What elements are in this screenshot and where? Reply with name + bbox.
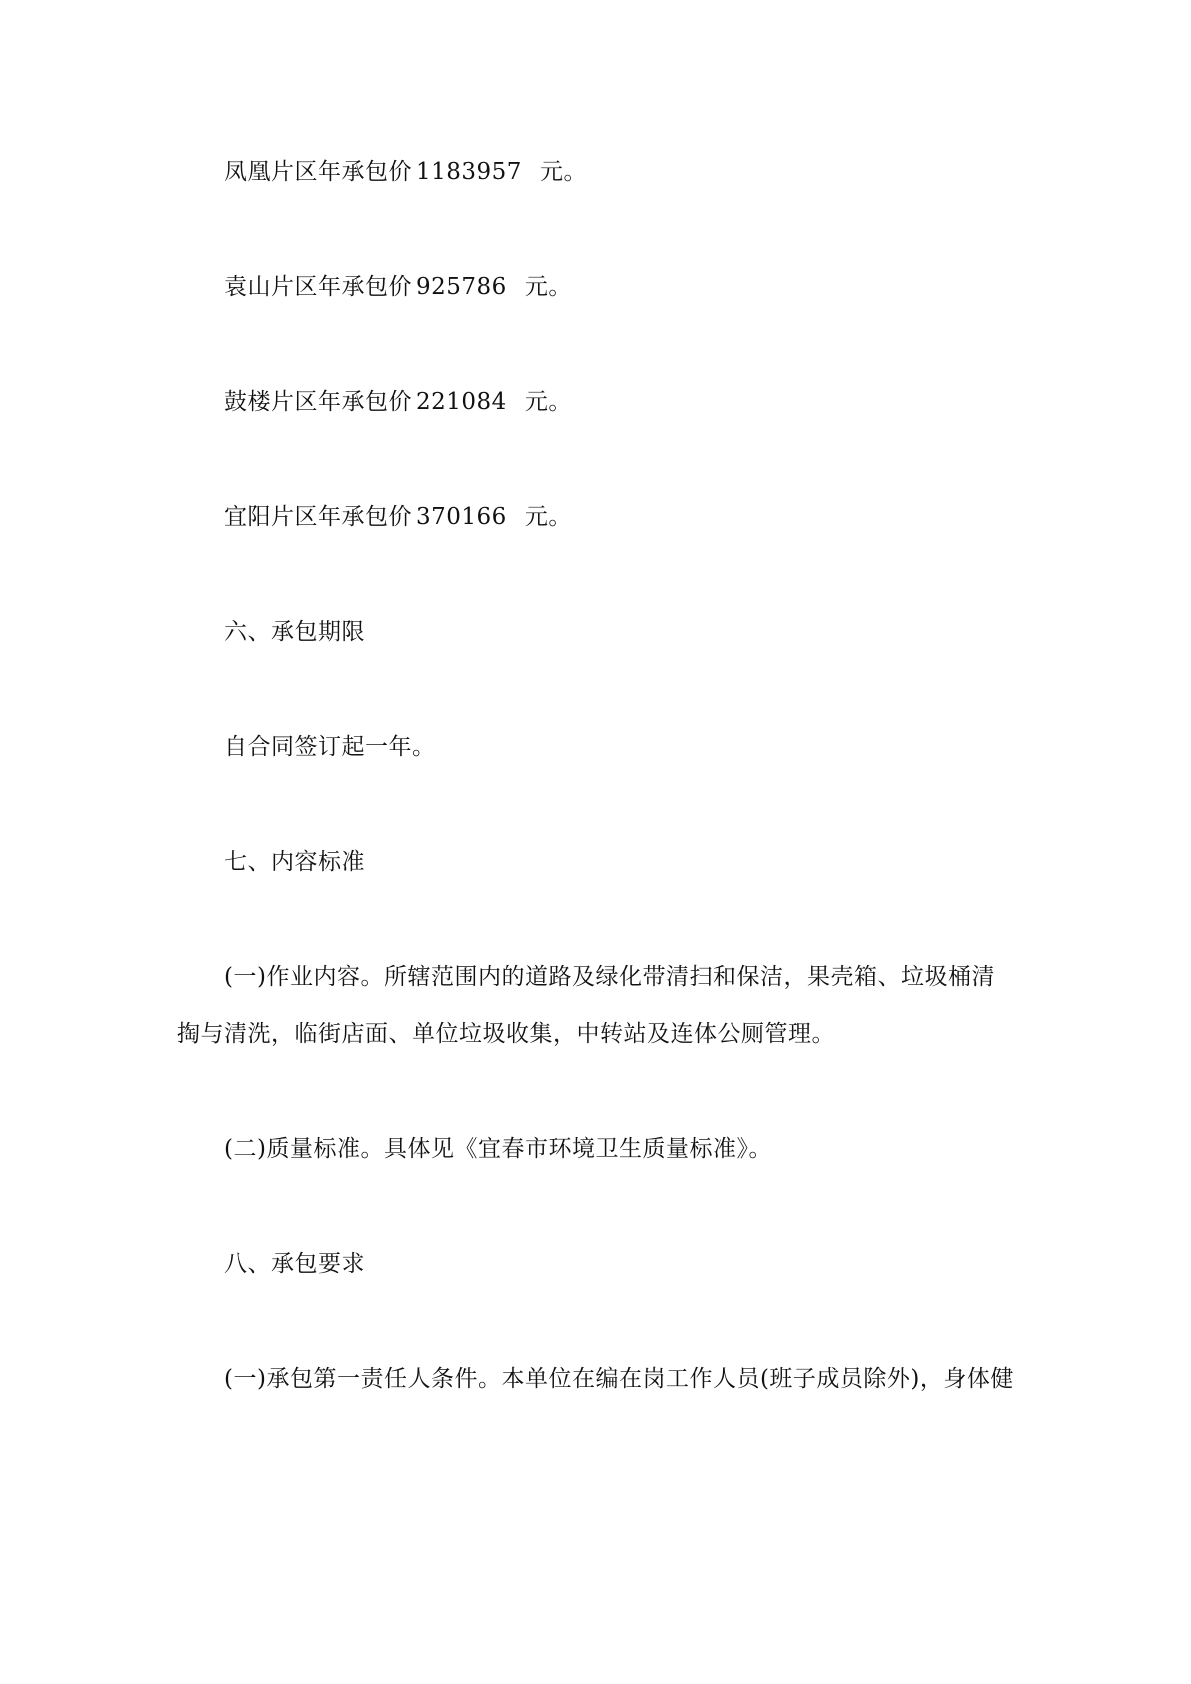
section-heading-7: 七、内容标准 [224,849,365,875]
price-label: 袁山片区年承包价 [224,274,412,300]
price-line-gulou [224,387,572,417]
price-amount: 925786 [416,274,507,300]
price-amount: 1183957 [416,159,522,185]
price-unit: 元。 [524,504,572,530]
price-line-yuanshan [224,272,572,302]
price-label: 凤凰片区年承包价 [224,159,412,185]
price-unit: 元。 [524,389,572,415]
price-amount: 221084 [416,389,507,415]
price-line-yiyang [224,502,572,532]
price-amount: 370166 [416,504,507,530]
section-6-body: 自合同签订起一年。 [224,734,436,760]
price-label: 鼓楼片区年承包价 [224,389,412,415]
section-7-item-2: (二)质量标准。具体见《宜春市环境卫生质量标准》。 [224,1136,772,1162]
price-label: 宜阳片区年承包价 [224,504,412,530]
section-8-item-1-line-1: (一)承包第一责任人条件。本单位在编在岗工作人员(班子成员除外)，身体健 [224,1366,1014,1392]
section-heading-8: 八、承包要求 [224,1251,365,1277]
section-heading-6: 六、承包期限 [224,619,365,645]
section-7-item-1-line-1: (一)作业内容。所辖范围内的道路及绿化带清扫和保洁，果壳箱、垃圾桶清 [224,964,995,990]
price-unit: 元。 [524,274,572,300]
price-line-fenghuang [224,157,587,187]
section-7-item-1-line-2: 掏与清洗，临街店面、单位垃圾收集，中转站及连体公厕管理。 [177,1021,835,1047]
price-unit: 元。 [539,159,587,185]
